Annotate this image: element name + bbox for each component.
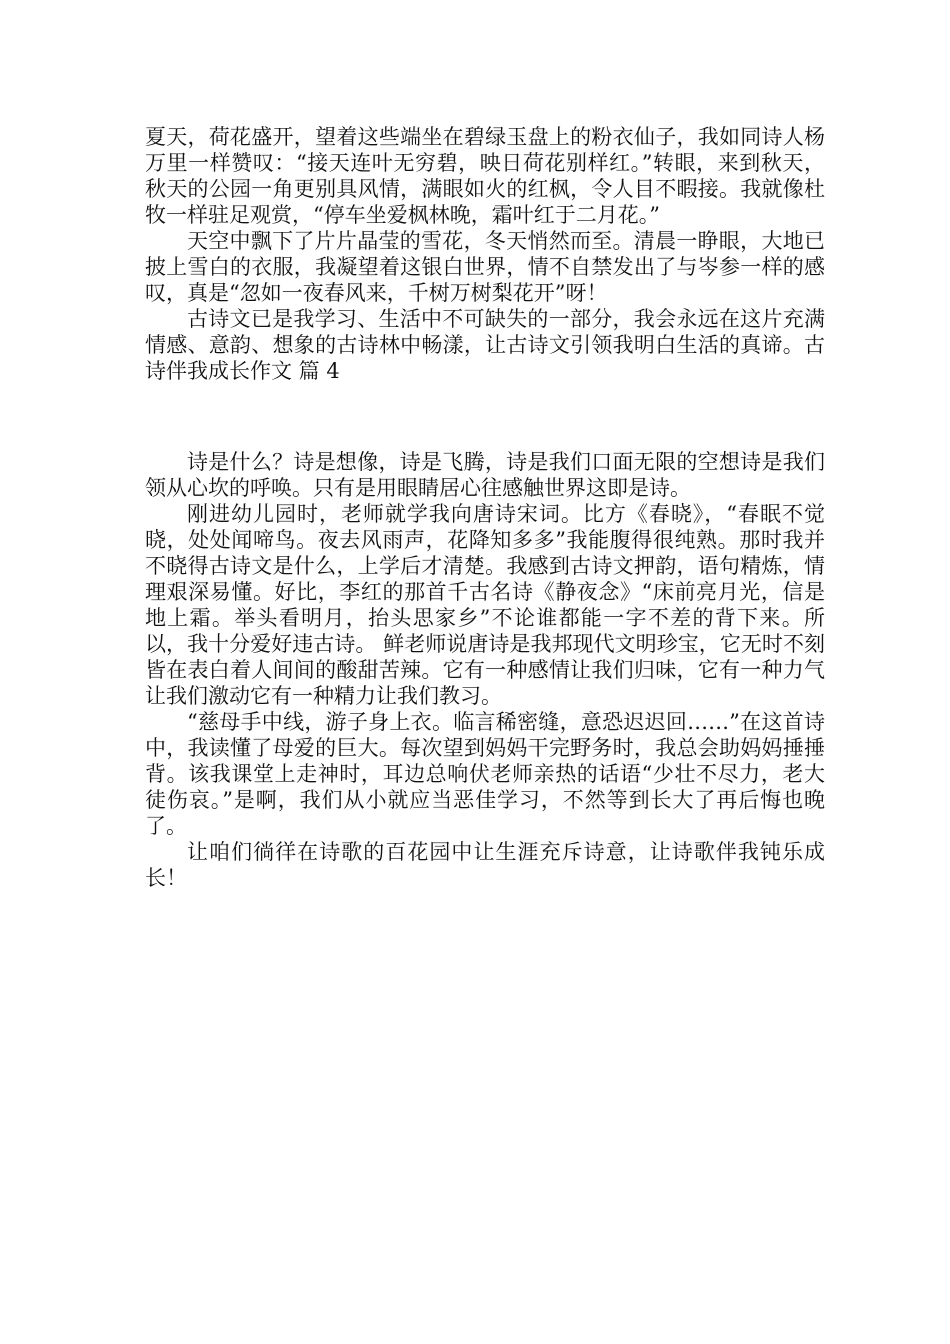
paragraph-conclusion: 古诗文已是我学习、生活中不可缺失的一部分，我会永远在这片充满情感、意韵、想象的古诗林中畅漾，让古诗文引领我明白生活的真谛。古诗伴我成长作文 篇 4 [145,307,825,383]
paragraph-summer-autumn: 夏天，荷花盛开，望着这些端坐在碧绿玉盘上的粉衣仙子，我如同诗人杨万里一样赞叹：“接天连叶无穷碧，映日荷花别样红。”转眼，来到秋天，秋天的公园一角更别具风情，满眼如火的红枫，令人目不暇接。我就像杜牧一样驻足观赏，“停车坐爱枫林晚，霜叶红于二月花。” [145,125,825,227]
paragraph-winter: 天空中飘下了片片晶莹的雪花，冬天悄然而至。清晨一睁眼，大地已披上雪白的衣服，我凝望着这银白世界，情不自禁发出了与岑参一样的感叹，真是“忽如一夜春风来，千树万树梨花开”呀！ [145,229,825,305]
paragraph-mothers-love: “慈母手中线，游子身上衣。临言稀密缝，意恐迟迟回……”在这首诗中，我读懂了母爱的巨大。每次望到妈妈干完野务时，我总会助妈妈捶捶背。该我课堂上走神时，耳边总响伏老师亲热的话语“少壮不尽力，老大徒伤哀。”是啊，我们从小就应当恶佳学习，不然等到长大了再后悔也晚了。 [145,710,825,838]
paragraph-kindergarten: 刚进幼儿园时，老师就学我向唐诗宋词。比方《春晓》，“春眠不觉晓，处处闻啼鸟。夜去风雨声，花降知多多”我能腹得很纯熟。那时我并不晓得古诗文是什么，上学后才清楚。我感到古诗文押韵，语句精炼，情理艰深易懂。好比，李红的那首千古名诗《静夜念》“床前亮月光，信是地上霜。举头看明月，抬头思家乡”不论谁都能一字不差的背下来。所以，我十分爱好违古诗。 鲜老师说唐诗是我邦现代文明珍宝，它无时不刻皆在表白着人间间的酸甜苦辣。它有一种感情让我们归味，它有一种力气让我们激动它有一种精力让我们教习。 [145,502,825,708]
text-section-b [145,449,825,891]
paragraph-closing: 让咱们徜徉在诗歌的百花园中让生涯充斥诗意，让诗歌伴我钝乐成长！ [145,840,825,890]
paragraph-what-is-poetry: 诗是什么？诗是想像，诗是飞腾，诗是我们口面无限的空想诗是我们领从心坎的呼唤。只有是用眼睛居心往感触世界这即是诗。 [145,450,825,500]
text-section-a [145,124,825,384]
